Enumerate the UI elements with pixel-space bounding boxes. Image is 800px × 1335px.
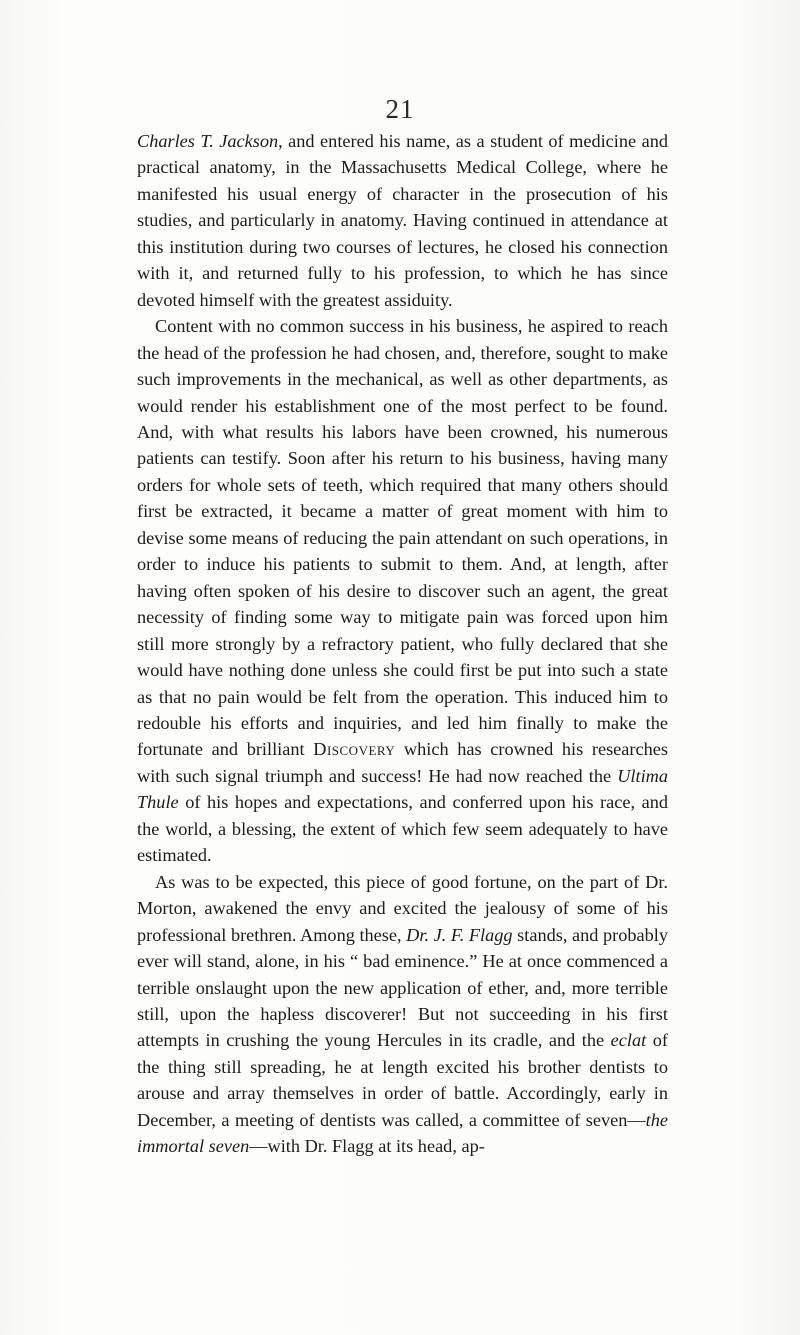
paragraph-2-text-a: Content with no common success in his business, he aspired to reach the head of the profession he had chosen, and, therefore, sought to make such improvements in the mechanical, as well as other departments, as would render his establishment one of the most perfect to be found. And, with what results his labors have been crowned, his numerous patients can testify. Soon after his return to his business, having many orders for whole sets of teeth, which required that many others should first be extracted, it became a matter of great moment with him to devise some means of reducing the pain attendant on such operations, in order to induce his patients to submit to them. And, at length, after having often spoken of his desire to discover such an agent, the great necessity of finding some way to mitigate pain was forced upon him still more strongly by a refractory patient, who fully declared that she would have nothing done unless she could first be put into such a state as that no pain would be felt from the operation. This induced him to redouble his efforts and inquiries, and led him finally to make the fortunate and brilliant [137, 316, 668, 760]
paragraph-1-text: , and entered his name, as a student of medicine and practical anatomy, in the Massachusetts Medical College, where he manifested his usual energy of character in the prosecution of his studies, and particularly in anatomy. Having continued in attendance at this institution during two courses of lectures, he closed his connection with it, and returned fully to his profession, to which he has since devoted himself with the greatest assiduity. [137, 131, 668, 310]
paragraph-3-text-a: As was to be expected, this piece of good fortune, on the part of Dr. Morton, awakened the envy and excited the jealousy of some of his professional brethren. Among these, [137, 871, 668, 945]
page-number: 21 [385, 94, 415, 124]
immortal-seven: the immortal seven [137, 1109, 668, 1157]
body-text [137, 128, 668, 1160]
paragraph-2-text-c: of his hopes and expectations, and conferred upon his race, and the world, a blessing, the extent of which few seem adequately to have estimated. [137, 792, 668, 866]
paragraph-3-text-d: —with Dr. Flagg at its head, ap- [249, 1136, 485, 1157]
paragraph-1 [137, 128, 668, 313]
name-charles-jackson: Charles T. Jackson [137, 131, 279, 151]
discovery-smallcaps: Discovery [313, 739, 396, 760]
paragraph-3-text-c: of the thing still spreading, he at length excited his brother dentists to arouse and array themselves in order of battle. Accordingly, early in December, a meeting of dentists was called, a committee of seven— [137, 1030, 668, 1130]
eclat: eclat [610, 1030, 647, 1051]
paragraph-2-text-b: which has crowned his researches with such signal triumph and success! He had now reached the [137, 739, 668, 786]
name-dr-flagg: Dr. J. F. Flagg [406, 924, 513, 945]
paragraph-3-text-b: stands, and probably ever will stand, alone, in his “ bad eminence.” He at once commenced a terrible onslaught upon the new application of ether, and, more terrible still, upon the hapless discoverer! But not succeeding in his first attempts in crushing the young Hercules in its cradle, and the [137, 924, 668, 1051]
ultima-thule: Ultima Thule [137, 765, 668, 813]
paragraph-2 [137, 313, 668, 869]
paragraph-3 [137, 869, 668, 1160]
